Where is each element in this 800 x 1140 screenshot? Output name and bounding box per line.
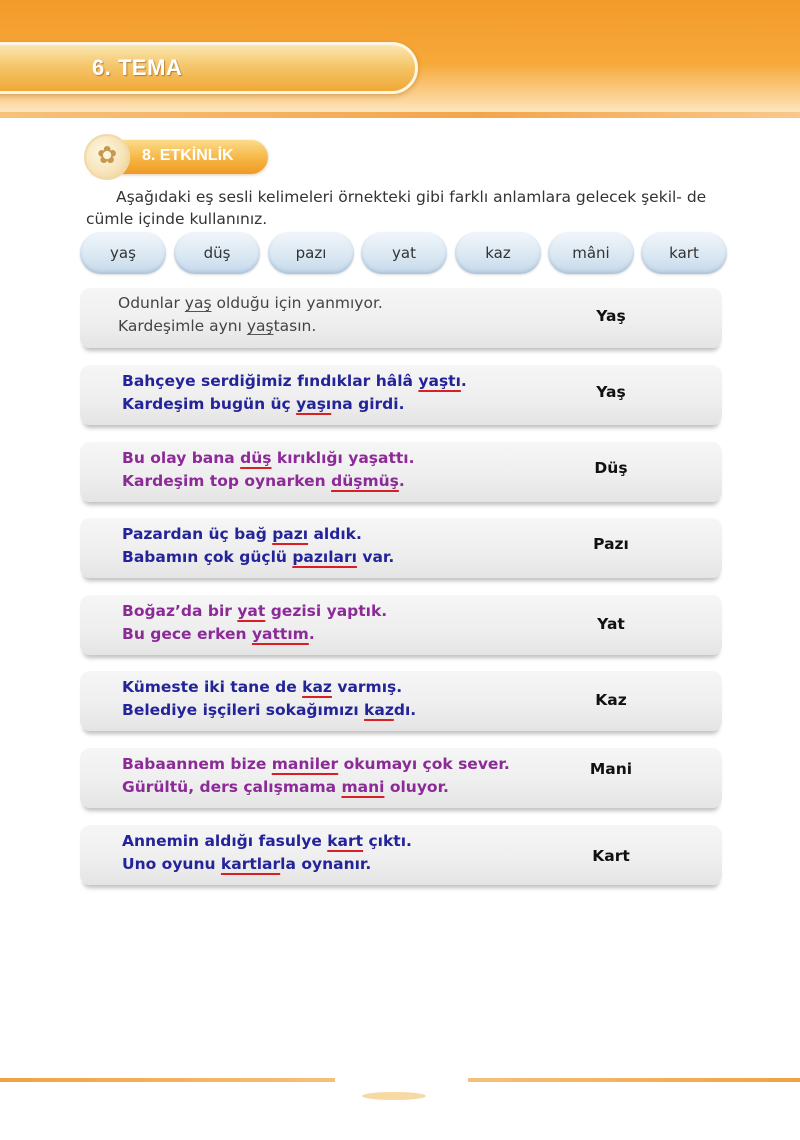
underlined-word: yaşı — [296, 395, 332, 413]
sentence-line — [122, 753, 592, 776]
card-sentences — [122, 600, 592, 646]
sentence-segment: varmış. — [331, 678, 403, 696]
sentence-segment: Uno oyunu — [122, 855, 221, 873]
sentence-segment: aldık. — [308, 525, 362, 543]
sentence-segment: Gürültü, ders çalışmama — [122, 778, 342, 796]
sentence-line — [122, 393, 592, 416]
sentence-segment: . — [398, 472, 405, 490]
word-bubble: yaş — [80, 232, 166, 274]
sentence-segment: Kardeşimle aynı — [118, 317, 247, 335]
sentence-segment: Annemin aldığı fasulye — [122, 832, 328, 850]
sentence-segment: kırıklığı yaşattı. — [271, 449, 415, 467]
underlined-word: maniler — [271, 755, 339, 773]
flower-glyph-icon: ✿ — [97, 141, 118, 169]
sentence-segment: Belediye işçileri sokağımızı — [122, 701, 365, 719]
sentence-segment: Bu gece erken — [122, 625, 252, 643]
card-answer-word: Yaş — [596, 307, 626, 325]
sentence-segment: Odunlar — [118, 294, 185, 312]
card-answer-word: Kaz — [595, 691, 627, 709]
sentence-line — [122, 370, 592, 393]
sentence-line — [118, 292, 588, 315]
underlined-word: kaz — [364, 701, 394, 719]
sentence-segment: la oynanır. — [280, 855, 372, 873]
exercise-card — [80, 825, 722, 885]
card-sentences — [122, 753, 592, 799]
exercise-card — [80, 518, 722, 578]
sentence-segment: tasın. — [273, 317, 317, 335]
theme-label: 6. TEMA — [92, 55, 183, 80]
card-sentences — [122, 523, 592, 569]
activity-label: 8. ETKİNLİK — [142, 147, 234, 164]
card-answer-word: Düş — [594, 459, 628, 477]
underlined-word: düşmüş — [331, 472, 399, 490]
theme-pill — [0, 42, 418, 94]
sentence-segment: Kardeşim top oynarken — [122, 472, 332, 490]
sentence-line — [122, 470, 592, 493]
card-sentences — [122, 447, 592, 493]
sentence-segment: . — [308, 625, 315, 643]
word-bubble: pazı — [268, 232, 354, 274]
underlined-word: pazıları — [292, 548, 357, 566]
card-sentences — [118, 292, 588, 338]
sentence-segment: Kardeşim bugün üç — [122, 395, 297, 413]
card-sentences — [122, 676, 592, 722]
sentence-line — [122, 676, 592, 699]
sentence-segment: na girdi. — [331, 395, 405, 413]
sentence-line — [122, 600, 592, 623]
card-answer-word: Yaş — [596, 383, 626, 401]
card-answer-word: Pazı — [593, 535, 629, 553]
word-bubble: yat — [361, 232, 447, 274]
sentence-line — [122, 776, 592, 799]
sentence-segment: Bahçeye serdiğimiz fındıklar hâlâ — [122, 372, 419, 390]
underlined-word: yat — [237, 602, 266, 620]
header-band-edge — [0, 112, 800, 118]
underlined-word: düş — [240, 449, 272, 467]
underlined-word: yattım — [251, 625, 309, 643]
underlined-word: pazı — [272, 525, 309, 543]
footer-line-right — [468, 1078, 800, 1082]
exercise-card — [80, 595, 722, 655]
exercise-card — [80, 671, 722, 731]
sentence-segment: dı. — [393, 701, 417, 719]
sentence-segment: Kümeste iki tane de — [122, 678, 303, 696]
underlined-word: yaş — [184, 294, 212, 312]
sentence-segment: Babaannem bize — [122, 755, 272, 773]
word-bubble: kart — [641, 232, 727, 274]
sentence-line — [122, 447, 592, 470]
sentence-segment: gezisi yaptık. — [265, 602, 388, 620]
sentence-line — [122, 623, 592, 646]
card-sentences — [122, 830, 592, 876]
underlined-word: kartlar — [220, 855, 281, 873]
underlined-word: kart — [327, 832, 364, 850]
sentence-segment: oluyor. — [384, 778, 449, 796]
card-answer-word: Mani — [589, 760, 633, 778]
card-sentences — [122, 370, 592, 416]
underlined-word: mani — [341, 778, 385, 796]
page-number-glow — [362, 1092, 426, 1100]
card-answer-word: Yat — [597, 615, 625, 633]
sentence-segment: Boğaz’da bir — [122, 602, 238, 620]
sentence-segment: var. — [356, 548, 395, 566]
sentence-segment: Babamın çok güçlü — [122, 548, 293, 566]
sentence-line — [122, 853, 592, 876]
sentence-segment: olduğu için yanmıyor. — [211, 294, 383, 312]
word-bubble: düş — [174, 232, 260, 274]
sentence-line — [122, 546, 592, 569]
sentence-segment: çıktı. — [363, 832, 412, 850]
sentence-line — [118, 315, 588, 338]
footer-line-left — [0, 1078, 335, 1082]
exercise-card — [80, 288, 722, 348]
exercise-card — [80, 748, 722, 808]
underlined-word: kaz — [302, 678, 332, 696]
sentence-line — [122, 830, 592, 853]
word-bubble: kaz — [455, 232, 541, 274]
sentence-line — [122, 523, 592, 546]
sentence-line — [122, 699, 592, 722]
exercise-card — [80, 365, 722, 425]
card-answer-word: Kart — [592, 847, 630, 865]
sentence-segment: . — [460, 372, 467, 390]
underlined-word: yaş — [246, 317, 274, 335]
sentence-segment: Bu olay bana — [122, 449, 241, 467]
sentence-segment: okumayı çok sever. — [338, 755, 510, 773]
sentence-segment: Pazardan üç bağ — [122, 525, 273, 543]
underlined-word: yaştı — [418, 372, 461, 390]
instruction-text: Aşağıdaki eş sesli kelimeleri örnekteki gibi farklı anlamlara gelecek şekil- de cümle içinde kullanınız. — [86, 188, 707, 228]
word-bubble: mâni — [548, 232, 634, 274]
exercise-card — [80, 442, 722, 502]
